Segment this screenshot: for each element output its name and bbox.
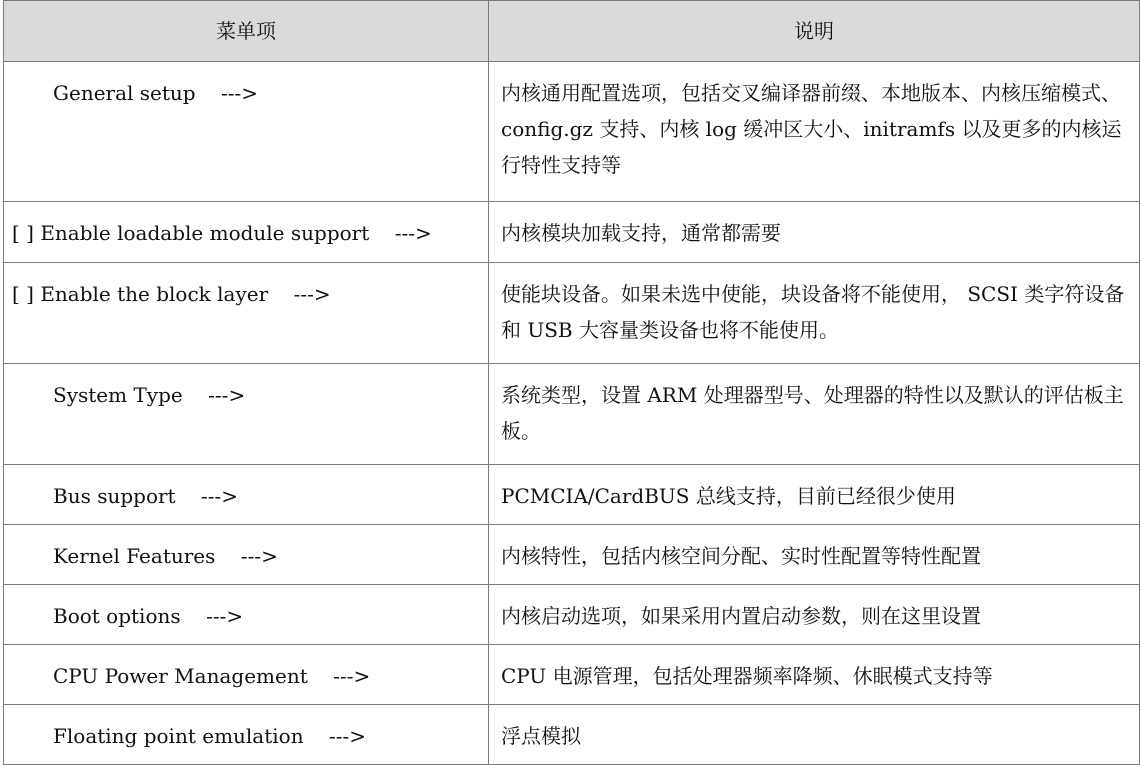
table-row: [4, 202, 1140, 263]
menu-item-cell: General setup --->: [4, 62, 489, 202]
header-description: 说明: [489, 1, 1140, 62]
table-row: [4, 645, 1140, 705]
menu-item-cell: Floating point emulation --->: [4, 705, 489, 765]
table-header-row: [4, 1, 1140, 62]
menu-item-cell: System Type --->: [4, 364, 489, 465]
table-row: [4, 585, 1140, 645]
description-cell: 内核启动选项，如果采用内置启动参数，则在这里设置: [489, 585, 1140, 645]
table-row: [4, 364, 1140, 465]
table-row: [4, 62, 1140, 202]
menu-item-cell: Bus support --->: [4, 465, 489, 525]
menu-item-cell: Kernel Features --->: [4, 525, 489, 585]
header-menu-item: 菜单项: [4, 1, 489, 62]
table-row: [4, 263, 1140, 364]
table-row: [4, 525, 1140, 585]
description-cell: CPU 电源管理，包括处理器频率降频、休眠模式支持等: [489, 645, 1140, 705]
description-cell: 内核模块加载支持，通常都需要: [489, 202, 1140, 263]
kernel-menu-table: [3, 0, 1140, 765]
menu-item-cell: CPU Power Management --->: [4, 645, 489, 705]
menu-item-cell: [ ] Enable the block layer --->: [4, 263, 489, 364]
description-cell: 内核通用配置选项，包括交叉编译器前缀、本地版本、内核压缩模式、config.gz 支持、内核 log 缓冲区大小、initramfs 以及更多的内核运行特性支持等: [489, 62, 1140, 202]
description-cell: 浮点模拟: [489, 705, 1140, 765]
description-cell: 系统类型，设置 ARM 处理器型号、处理器的特性以及默认的评估板主板。: [489, 364, 1140, 465]
table-row: [4, 705, 1140, 765]
table-row: [4, 465, 1140, 525]
menu-item-cell: Boot options --->: [4, 585, 489, 645]
description-cell: 内核特性，包括内核空间分配、实时性配置等特性配置: [489, 525, 1140, 585]
description-cell: 使能块设备。如果未选中使能，块设备将不能使用， SCSI 类字符设备和 USB 大容量类设备也将不能使用。: [489, 263, 1140, 364]
menu-item-cell: [ ] Enable loadable module support --->: [4, 202, 489, 263]
description-cell: PCMCIA/CardBUS 总线支持，目前已经很少使用: [489, 465, 1140, 525]
